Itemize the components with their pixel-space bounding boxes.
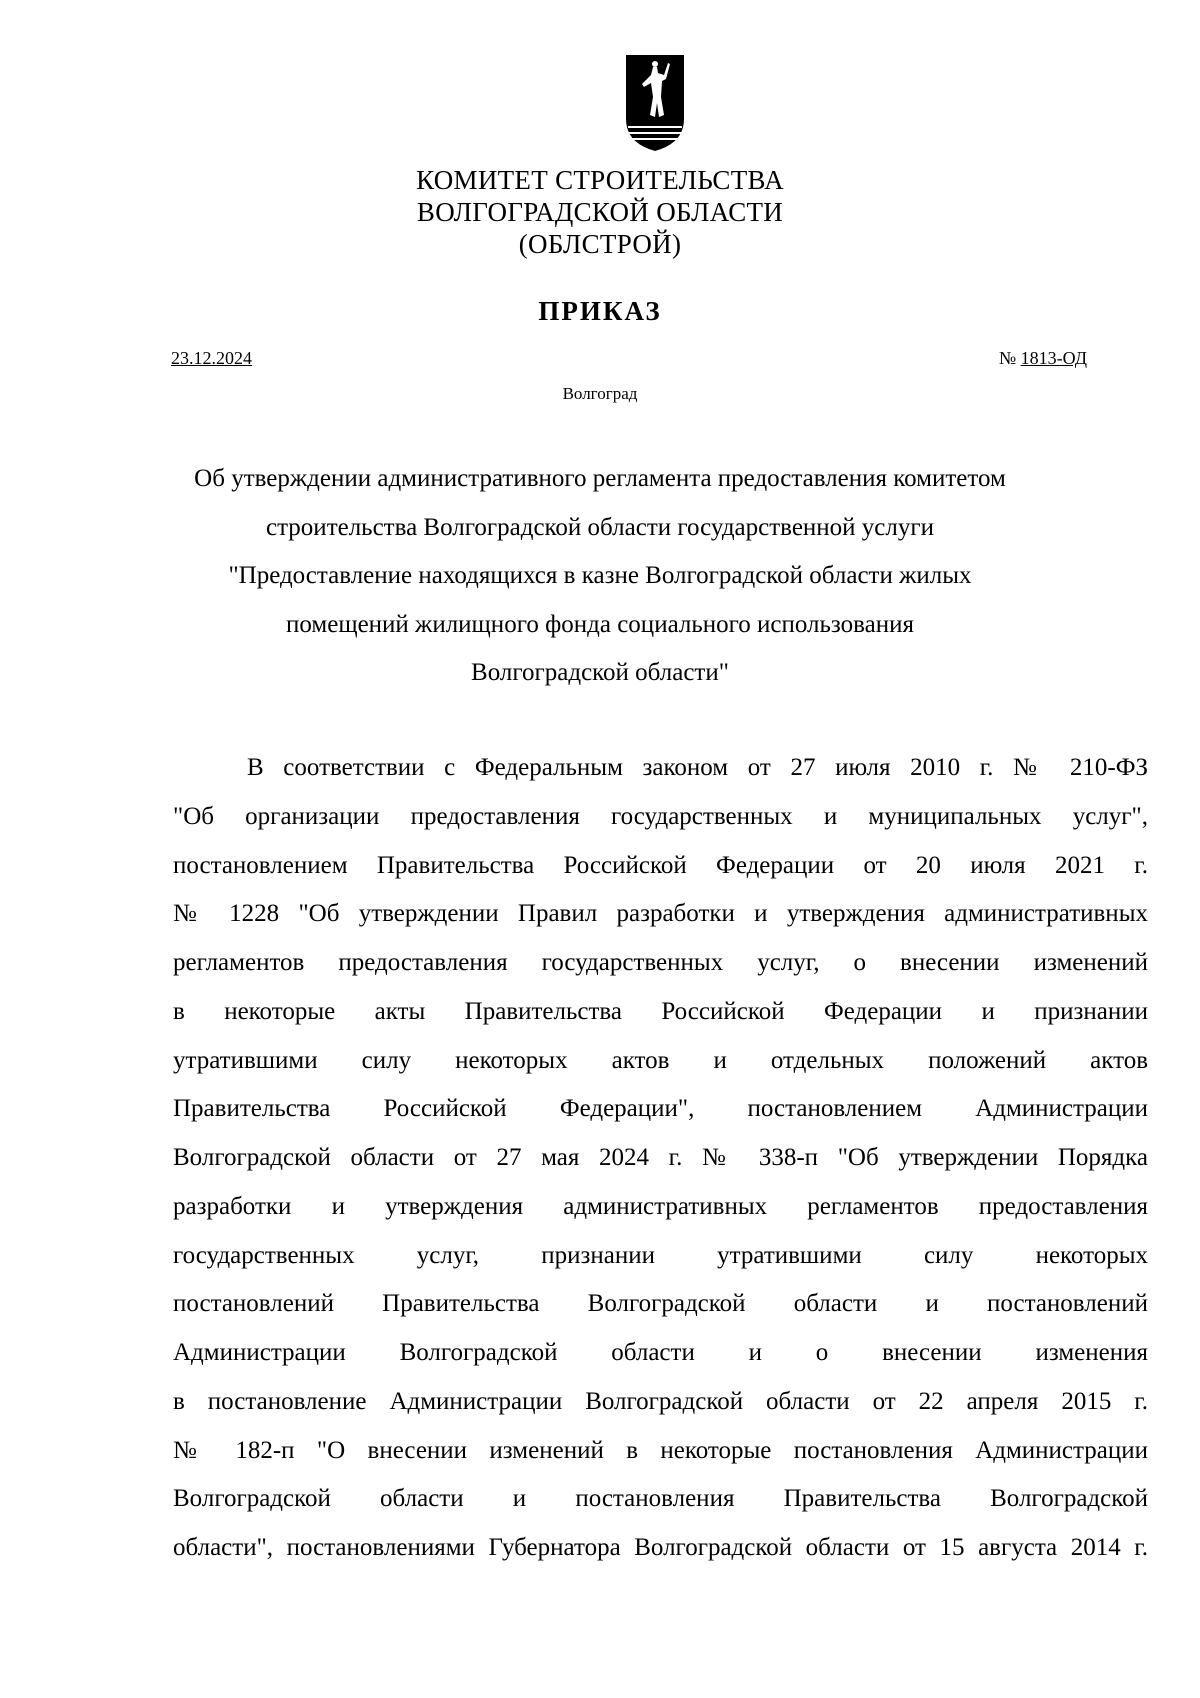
subject-line: помещений жилищного фонда социального использования	[286, 610, 914, 638]
body-line: области", постановлениями Губернатора Волгоградской области от 15 августа 2014 г.	[173, 1534, 1148, 1561]
body-line: Волгоградской области от 27 мая 2024 г. № 338-п "Об утверждении Порядка	[173, 1144, 1148, 1171]
body-line: постановлений Правительства Волгоградской области и постановлений	[173, 1290, 1148, 1318]
subject-line: строительства Волгоградской области государственной услуги	[265, 513, 935, 541]
body-line: регламентов предоставления государственных услуг, о внесении изменений	[173, 949, 1148, 976]
body-line: в постановление Администрации Волгоградской области от 22 апреля 2015 г.	[173, 1387, 1148, 1415]
body-line: В соответствии с Федеральным законом от 27 июля 2010 г. № 210-ФЗ	[247, 754, 1148, 781]
body-line: Правительства Российской Федерации", постановлением Администрации	[173, 1095, 1148, 1123]
order-number	[999, 348, 1087, 369]
body-line: № 182-п "О внесении изменений в некоторые постановления Администрации	[173, 1436, 1148, 1464]
body-line: разработки и утверждения административных регламентов предоставления	[173, 1192, 1148, 1220]
body-line: утратившими силу некоторых актов и отдельных положений актов	[173, 1046, 1148, 1074]
order-subject	[150, 455, 1050, 698]
body-line: "Об организации предоставления государственных и муниципальных услуг",	[173, 802, 1148, 830]
city-name: Волгоград	[562, 384, 638, 403]
order-date: 23.12.2024	[171, 348, 252, 368]
number-value: 1813-ОД	[1020, 348, 1087, 368]
subject-line: "Предоставление находящихся в казне Волгоградской области жилых	[228, 562, 972, 589]
committee-line: (ОБЛСТРОЙ)	[518, 229, 682, 259]
body-line: № 1228 "Об утверждении Правил разработки и утверждения административных	[173, 900, 1148, 928]
committee-line: ВОЛГОГРАДСКОЙ ОБЛАСТИ	[416, 197, 784, 227]
order-title: ПРИКАЗ	[538, 296, 662, 326]
body-line: в некоторые акты Правительства Российской Федерации и признании	[173, 997, 1148, 1025]
number-sign: №	[998, 348, 1021, 368]
body-line: постановлением Правительства Российской Федерации от 20 июля 2021 г.	[173, 851, 1148, 879]
body-paragraph	[173, 744, 1148, 1573]
committee-line: КОМИТЕТ СТРОИТЕЛЬСТВА	[416, 165, 784, 195]
subject-line: Волгоградской области"	[471, 659, 729, 686]
committee-name	[0, 164, 1200, 260]
body-line: Администрации Волгоградской области и о внесении изменения	[173, 1339, 1148, 1366]
subject-line: Об утверждении административного регламента предоставления комитетом	[194, 465, 1006, 492]
body-line: Волгоградской области и постановления Правительства Волгоградской	[173, 1485, 1148, 1513]
volgograd-emblem-icon	[624, 53, 686, 153]
body-line: государственных услуг, признании утратившими силу некоторых	[173, 1241, 1148, 1269]
